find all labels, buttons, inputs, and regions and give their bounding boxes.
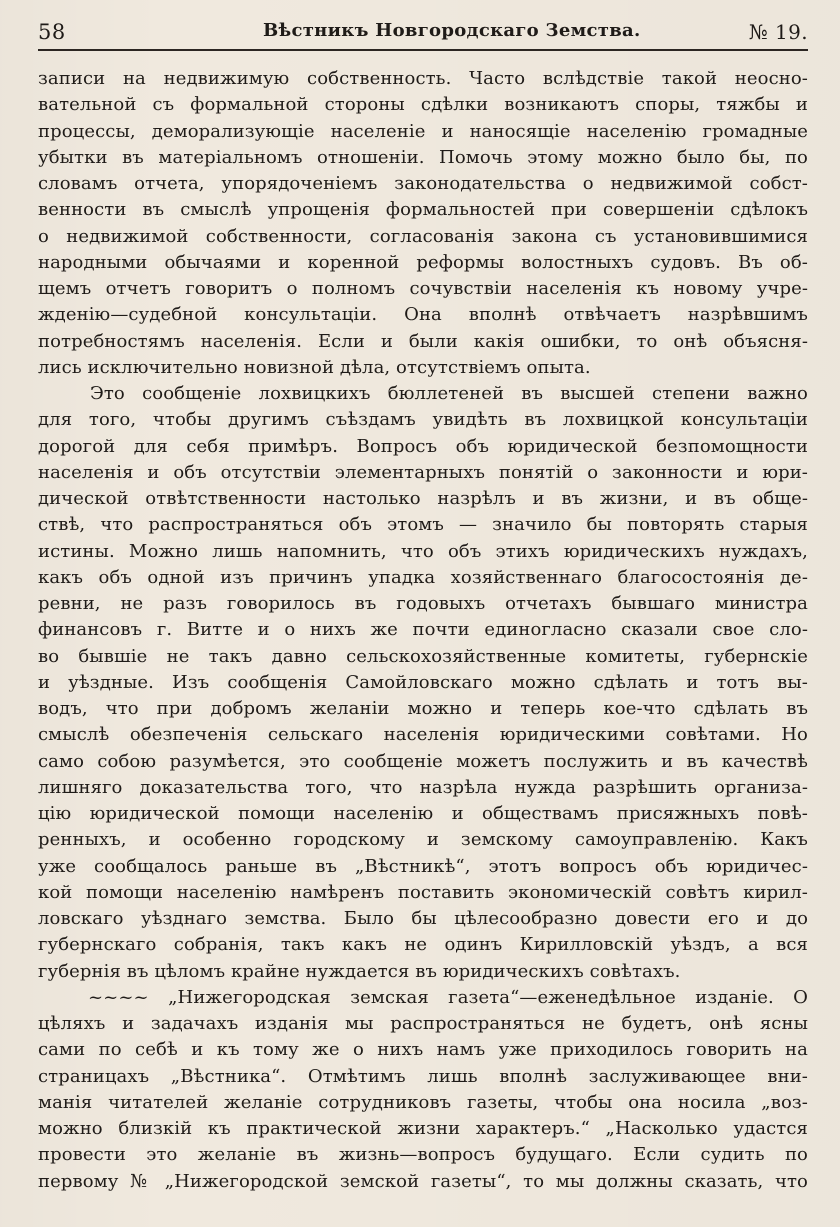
article-text	[38, 66, 808, 1195]
text-line-7: о недвижимой собственности, согласованія закона съ установившимися	[38, 225, 808, 247]
text-line-38: сами по себѣ и къ тому же о нихъ намъ уже приходилось говорить на	[38, 1039, 808, 1061]
text-line-22: финансовъ г. Витте и о нихъ же почти единогласно сказали свое сло-	[38, 619, 808, 641]
text-line-33: ловскаго уѣзднаго земства. Было бы цѣлесообразно довести его и до	[38, 908, 808, 929]
text-line-32: кой помощи населенію намѣренъ поставить экономическій совѣтъ кирил-	[38, 881, 808, 903]
text-line-8: народными обычаями и коренной реформы волостныхъ судовъ. Въ об-	[38, 251, 808, 273]
text-line-12: лись исключительно новизной дѣла, отсутствіемъ опыта.	[38, 356, 591, 378]
text-line-6: венности въ смыслѣ упрощенія формальностей при совершеніи сдѣлокъ	[38, 199, 808, 221]
journal-title: Вѣстникъ Новгородскаго Земства.	[263, 20, 641, 41]
text-line-10: жденію—судебной консультаціи. Она вполнѣ отвѣчаетъ назрѣвшимъ	[38, 304, 808, 326]
text-line-36-content: „Нижегородская земская газета“—еженедѣльное изданіе. О	[168, 986, 808, 1008]
text-line-42: провести это желаніе въ жизнь—вопросъ будущаго. Если судить по	[38, 1144, 808, 1166]
section-marker: ~~~~	[88, 986, 149, 1008]
text-line-40: манія читателей желаніе сотрудниковъ газеты, чтобы она носила „воз-	[38, 1091, 808, 1113]
text-line-35: губернія въ цѣломъ крайне нуждается въ юридическихъ совѣтахъ.	[38, 960, 681, 982]
issue-number: № 19.	[748, 20, 808, 44]
text-line-19: истины. Можно лишь напомнить, что объ этихъ юридическихъ нуждахъ,	[38, 540, 808, 562]
text-line-13: Это сообщеніе лохвицкихъ бюллетеней въ высшей степени важно	[90, 383, 808, 404]
text-line-18: ствѣ, что распространяться объ этомъ — значило бы повторять старыя	[38, 514, 808, 536]
text-line-34: губернскаго собранія, такъ какъ не одинъ Кирилловскій уѣздъ, а вся	[38, 934, 808, 956]
text-line-3: процессы, деморализующіе населеніе и наносящіе населенію громадные	[38, 120, 808, 142]
text-line-24: и уѣздные. Изъ сообщенія Самойловскаго можно сдѣлать и тотъ вы-	[38, 671, 808, 693]
text-line-41: можно близкій къ практической жизни характеръ.“ „Насколько удастся	[38, 1118, 808, 1139]
text-line-30: ренныхъ, и особенно городскому и земскому самоуправленію. Какъ	[38, 829, 808, 851]
text-line-9: щемъ отчетъ говоритъ о полномъ сочувствіи населенія къ новому учре-	[38, 278, 808, 299]
text-line-5: словамъ отчета, упорядоченіемъ законодательства о недвижимой собст-	[38, 173, 808, 194]
text-line-2: вательной съ формальной стороны сдѣлки возникаютъ споры, тяжбы и	[38, 94, 808, 116]
text-line-11: потребностямъ населенія. Если и были какія ошибки, то онѣ объясня-	[38, 330, 808, 352]
text-line-37: цѣляхъ и задачахъ изданія мы распространяться не будетъ, онѣ ясны	[38, 1013, 808, 1034]
text-line-27: само собою разумѣется, это сообщеніе можетъ послужить и въ качествѣ	[38, 750, 808, 772]
text-line-1: записи на недвижимую собственность. Часто вслѣдствіе такой неосно-	[38, 68, 808, 89]
text-line-4: убытки въ матеріальномъ отношеніи. Помочь этому можно было бы, по	[38, 146, 808, 168]
text-line-31: уже сообщалось раньше въ „Вѣстникѣ“, этотъ вопросъ объ юридичес-	[38, 855, 808, 877]
text-line-25: водъ, что при добромъ желаніи можно и теперь кое-что сдѣлать въ	[38, 698, 808, 719]
header-rule	[38, 49, 808, 51]
text-line-21: ревни, не разъ говорилось въ годовыхъ отчетахъ бывшаго министра	[38, 593, 808, 614]
text-line-15: дорогой для себя примѣръ. Вопросъ объ юридической безпомощности	[38, 435, 808, 457]
page-number: 58	[38, 20, 66, 44]
text-line-28: лишняго доказательства того, что назрѣла нужда разрѣшить организа-	[38, 776, 808, 798]
text-line-39: страницахъ „Вѣстника“. Отмѣтимъ лишь вполнѣ заслуживающее вни-	[38, 1065, 808, 1087]
text-line-14: для того, чтобы другимъ съѣздамъ увидѣть въ лохвицкой консультаціи	[38, 409, 808, 431]
text-line-20: какъ объ одной изъ причинъ упадка хозяйственнаго благосостоянія де-	[38, 566, 808, 588]
text-line-36	[38, 985, 808, 1011]
text-line-17: дической отвѣтственности настолько назрѣлъ и въ жизни, и въ обще-	[38, 488, 808, 509]
text-line-23: во бывшіе не такъ давно сельскохозяйственные комитеты, губернскіе	[38, 645, 808, 667]
text-line-29: цію юридической помощи населенію и обществамъ присяжныхъ повѣ-	[38, 803, 808, 824]
text-line-26: смыслѣ обезпеченія сельскаго населенія юридическими совѣтами. Но	[38, 724, 808, 746]
text-line-16: населенія и объ отсутствіи элементарныхъ понятій о законности и юри-	[38, 461, 808, 483]
text-line-43: первому № „Нижегородской земской газеты“, то мы должны сказать, что	[38, 1170, 808, 1192]
